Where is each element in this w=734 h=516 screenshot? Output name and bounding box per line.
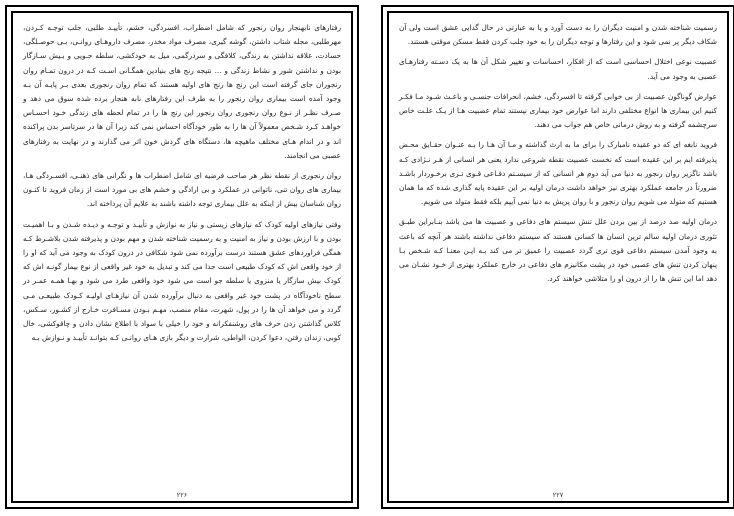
paragraph: وقتی نیازهای اولیه کودک که نیازهای زیستی و نیاز به نوازش و تأییـد و توجـه و دیـده شـدن و بـا اهمیـت بودن و با ارزش بودن و نیاز به امنیت و به رسمیت شناخته شدن و مهم بودن و پذیرفته شدن بلاشـرط کـه همگی فراوردهای عشق هستند درست برآورده نمی شود شکافی در درون کودک به وجود می آید که او را از خود واقعی اش که کودک طبیعی است جدا می کند و تبدیل به خود غیر واقعی از نوع بیمار گونـه اش که کودک بیش سازگار یا منزوی یا سلطه جو است می شود خود واقعی طرد می شود و بهـا همـه عمـر در سطح ناخودآگاه در پشت خود غیر واقعی به دنبال برآورده شدن آن نیازهـای اولیـه کـودک طبیعـی مـی گردد و می خواهد آن ها را در پول، شهرت، مقام منصب، مهـم بـودن مسـافرت خـارج از کشـور، سـکس، کلاس گذاشتن زدن حرف های روشنفکرانه و خود را خیلی با سواد با اطلاع نشان دادن و چاقوکشی، خال کوبی، زندان رفتن، دعوا کردن، الواطی، شرارت و دیگر بازی هـای روانـی کـه بتوانـد تأییـد و نـوازش بـه <box>23 219 341 343</box>
left-page <box>5 5 359 509</box>
paragraph: عوارض گوناگون عصبیت از بی خوابی گرفته تا افسردگی، خشم، انحرافات جنسـی و باعـث شـود مـا فکـر کنیم این بیماری ها انواع مختلفی دارند اما عوارض خود بیماری نیستند تمام عصبیت هـا از یـک علـت خاص سرچشمه گرفته و به روش درمانی خاص هم جواب می دهند. <box>399 91 717 130</box>
page-number: ۲۲۷ <box>552 491 564 499</box>
paragraph: درمان اولیه صد درصد از بین بردن علل تنش سیستم های دفاعی و عصبیت ها می باشد بنـابراین طبـق تئوری درمان اولیه سالم ترین انسان ها کسانی هستند که سیستم دفاعی نداشته باشند هر آنچه که باعث به وجود آمدن سیستم دفاعی قوی تری گردد عصبیت را عمیق تر می کند بـه ایـن معنـا کـه شـخص بـا پنهان کردن تنش های عصبی خود در پشت مکانیزم های دفاعی در خارج عملکرد بهتری از خـود نشـان می دهد اما این تنش ها را از درون او را متلاشی خواهند کرد. <box>399 217 717 284</box>
page-number: ۲۲۶ <box>176 491 188 499</box>
paragraph: روان رنجوری از نقطه نظر هر صاحب فرضیه ای شامل اضطراب ها و نگرانی های ذهنـی، افسـردگی هـا، بیماری های روان تنی، ناتوانی در عملکرد و بی ارادگی و خشم های بی مورد است از زمان فروید تا کنـون روان شناسان بیش از اینکه به علل بیماری توجه داشته باشند به علایم آن پرداخته اند. <box>23 171 341 209</box>
paragraph: رفتارهای نابهنجار روان رنجور که شامل اضطراب، افسردگی، خشم، تأییـد طلبی، جلب توجـه کـردن، مهرطلبی، مجله شتاب داشتن، گوشه گیری، مصرف مواد مخدر، مصرف داروهـای روانـی، بـی حوصـلگی، حسادت، علاقه نداشتن به زندگی، کلافگی و سردرگمی، میل به خودکشی، سلطه جـویی و بـیش سـازگار بودن و نداشتن شور و نشاط زندگی و ... نتیجه رنج های بنیادین همگـانی اسـت کـه در درون تمـام روان رنجوران جای گرفته است این رنج ها رنج های اولیه هستند که تمام روان رنجوری بعدی بـر پایـه آن بـه وجود آمده است بیماری روان رنجور را به طرف این رفتارهای نابه هنجار برده شده سوق می دهد و صـرف نظـر از نـوع روان رنجوری روان رنجور این رنج ها را در تمام لحظه های زندگی خـود احسـاس خواهـد کـرد شـخص معمولاً آن ها را به طور خودآگاه احساس نمی کند زیرا آن ها در سرتاسر بدن پراکنده اند و در اندام هـای مختلف ماهیچه ها، دستگاه های گردش خون اثر می گذارند و در نهایت به رفتارهای عصبی می انجامند. <box>23 23 341 160</box>
paragraph: عصبیت نوعی اختلال احساسی است که از افکار، احساسات و تغییر شکل آن ها به یک دسـته رفتارهـای عصبی به وجود می آید. <box>399 57 717 81</box>
right-page <box>381 5 734 509</box>
paragraph: فروید نابغه ای که دو عقیده نامبارک را برای ما به ارث گذاشته و مـا آن هـا را بـه عنـوان حقـایق محـض پذیرفته ایم بر این عقیده است که نخست عصبیت نقطه شروعی ندارد یعنی هر انسانی از هـر نـژادی کـه باشد ناگزیر روان رنجور به دنیا می آید دوم هر انسانی که از سیسـتم دفـاعی قـوی تـری برخـوردار باشـد ضرورتاً در جامعه عملکرد بهتری نیز خواهد داشت درمان اولیه بر این عقیده پایه گذاری شده که ما همان هستیم که متولد می شویم روان رنجور و با روان پریش به دنیا نمی آییم بلکه فقط متولد می شویم. <box>399 140 717 207</box>
paragraph: رسمیت شناخته شدن و امنیت دیگران را به دست آورد و یا به عبارتی در حال گدایی عشق است ولی آن شکاف دیگر پر نمی شود و این رفتارها و توجه دیگران را به خود جلب کردن فقط مسکن موقتی هستند. <box>399 23 717 47</box>
right-page-text <box>399 21 717 292</box>
left-page-text <box>23 21 341 351</box>
